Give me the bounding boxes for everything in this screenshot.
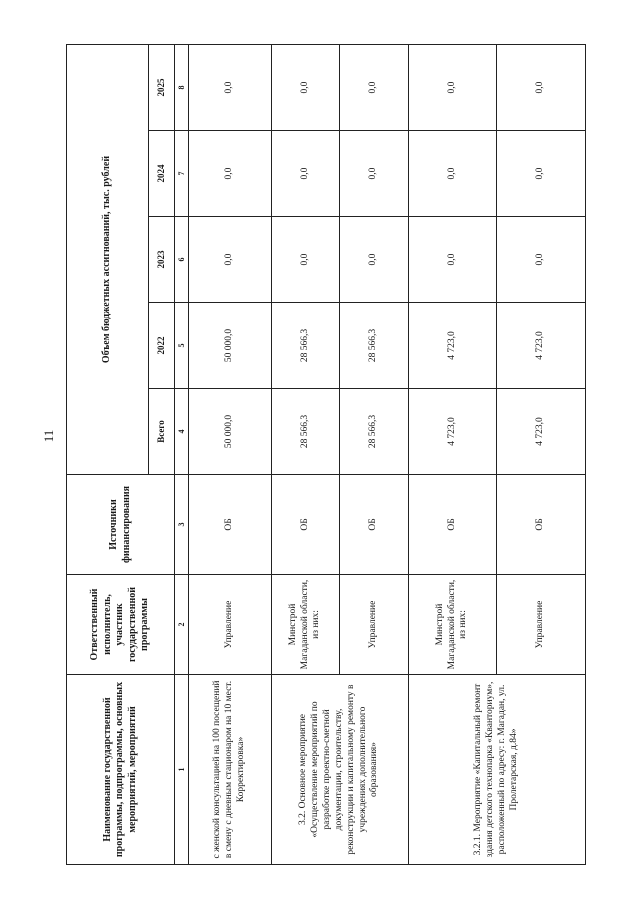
header-volume: Объем бюджетных ассигнований, тыс. рублей xyxy=(67,44,149,474)
table-row xyxy=(189,44,272,864)
row-value-2023: 0,0 xyxy=(497,217,586,303)
row-value-2022: 4 723,0 xyxy=(408,303,497,389)
header-year-2024: 2024 xyxy=(149,131,175,217)
column-number: 3 xyxy=(175,475,189,575)
row-name: с женской консультацией на 100 посещений в смену с дневным стационаром на 10 мест. Корректировка» xyxy=(189,675,272,865)
header-year-2022: 2022 xyxy=(149,303,175,389)
row-value-2023: 0,0 xyxy=(271,217,340,303)
header-year-2025: 2025 xyxy=(149,44,175,130)
row-executor: Управление xyxy=(497,575,586,675)
row-value-2024: 0,0 xyxy=(408,131,497,217)
budget-allocation-table xyxy=(66,44,586,865)
column-number: 4 xyxy=(175,389,189,475)
row-value-2024: 0,0 xyxy=(340,131,409,217)
row-executor: Минстрой Магаданской области, из них: xyxy=(271,575,340,675)
row-value-2023: 0,0 xyxy=(189,217,272,303)
row-source: ОБ xyxy=(271,475,340,575)
column-number: 8 xyxy=(175,44,189,130)
column-number: 2 xyxy=(175,575,189,675)
row-executor: Управление xyxy=(189,575,272,675)
column-number: 7 xyxy=(175,131,189,217)
row-value-2023: 0,0 xyxy=(408,217,497,303)
row-value-2024: 0,0 xyxy=(271,131,340,217)
row-total: 50 000,0 xyxy=(189,389,272,475)
row-value-2023: 0,0 xyxy=(340,217,409,303)
table-row xyxy=(408,44,497,864)
budget-table-rotated xyxy=(66,45,586,865)
row-value-2025: 0,0 xyxy=(271,44,340,130)
row-value-2025: 0,0 xyxy=(340,44,409,130)
header-name: Наименование государственной программы, подпрограммы, основных мероприятий, мероприятий xyxy=(67,675,175,865)
row-value-2025: 0,0 xyxy=(497,44,586,130)
row-value-2022: 28 566,3 xyxy=(271,303,340,389)
table-row xyxy=(271,44,340,864)
column-number: 5 xyxy=(175,303,189,389)
row-executor: Управление xyxy=(340,575,409,675)
header-executor: Ответственный исполнитель, участник государственной программы xyxy=(67,575,175,675)
row-total: 28 566,3 xyxy=(340,389,409,475)
page-number: 11 xyxy=(41,429,56,443)
column-number: 1 xyxy=(175,675,189,865)
row-value-2022: 28 566,3 xyxy=(340,303,409,389)
header-year-2023: 2023 xyxy=(149,217,175,303)
row-value-2022: 50 000,0 xyxy=(189,303,272,389)
row-total: 4 723,0 xyxy=(497,389,586,475)
row-value-2024: 0,0 xyxy=(189,131,272,217)
row-source: ОБ xyxy=(340,475,409,575)
row-value-2025: 0,0 xyxy=(408,44,497,130)
row-total: 28 566,3 xyxy=(271,389,340,475)
row-total: 4 723,0 xyxy=(408,389,497,475)
row-name: 3.2.1. Мероприятие «Капитальный ремонт здания детского технопарка «Кванториум», расположенный по адресу: г. Магадан, ул. Пролетарская, д.84» xyxy=(408,675,585,865)
header-source: Источники финансирования xyxy=(67,475,175,575)
row-executor: Минстрой Магаданской области, из них: xyxy=(408,575,497,675)
row-value-2025: 0,0 xyxy=(189,44,272,130)
header-total: Всего xyxy=(149,389,175,475)
column-number: 6 xyxy=(175,217,189,303)
row-value-2022: 4 723,0 xyxy=(497,303,586,389)
row-name: 3.2. Основное мероприятие «Осуществление мероприятий по разработке проектно-сметной документации, строительству, реконструкции и капитальному ремонту в учреждениях дополнительного образования» xyxy=(271,675,408,865)
row-source: ОБ xyxy=(408,475,497,575)
row-value-2024: 0,0 xyxy=(497,131,586,217)
row-source: ОБ xyxy=(189,475,272,575)
row-source: ОБ xyxy=(497,475,586,575)
